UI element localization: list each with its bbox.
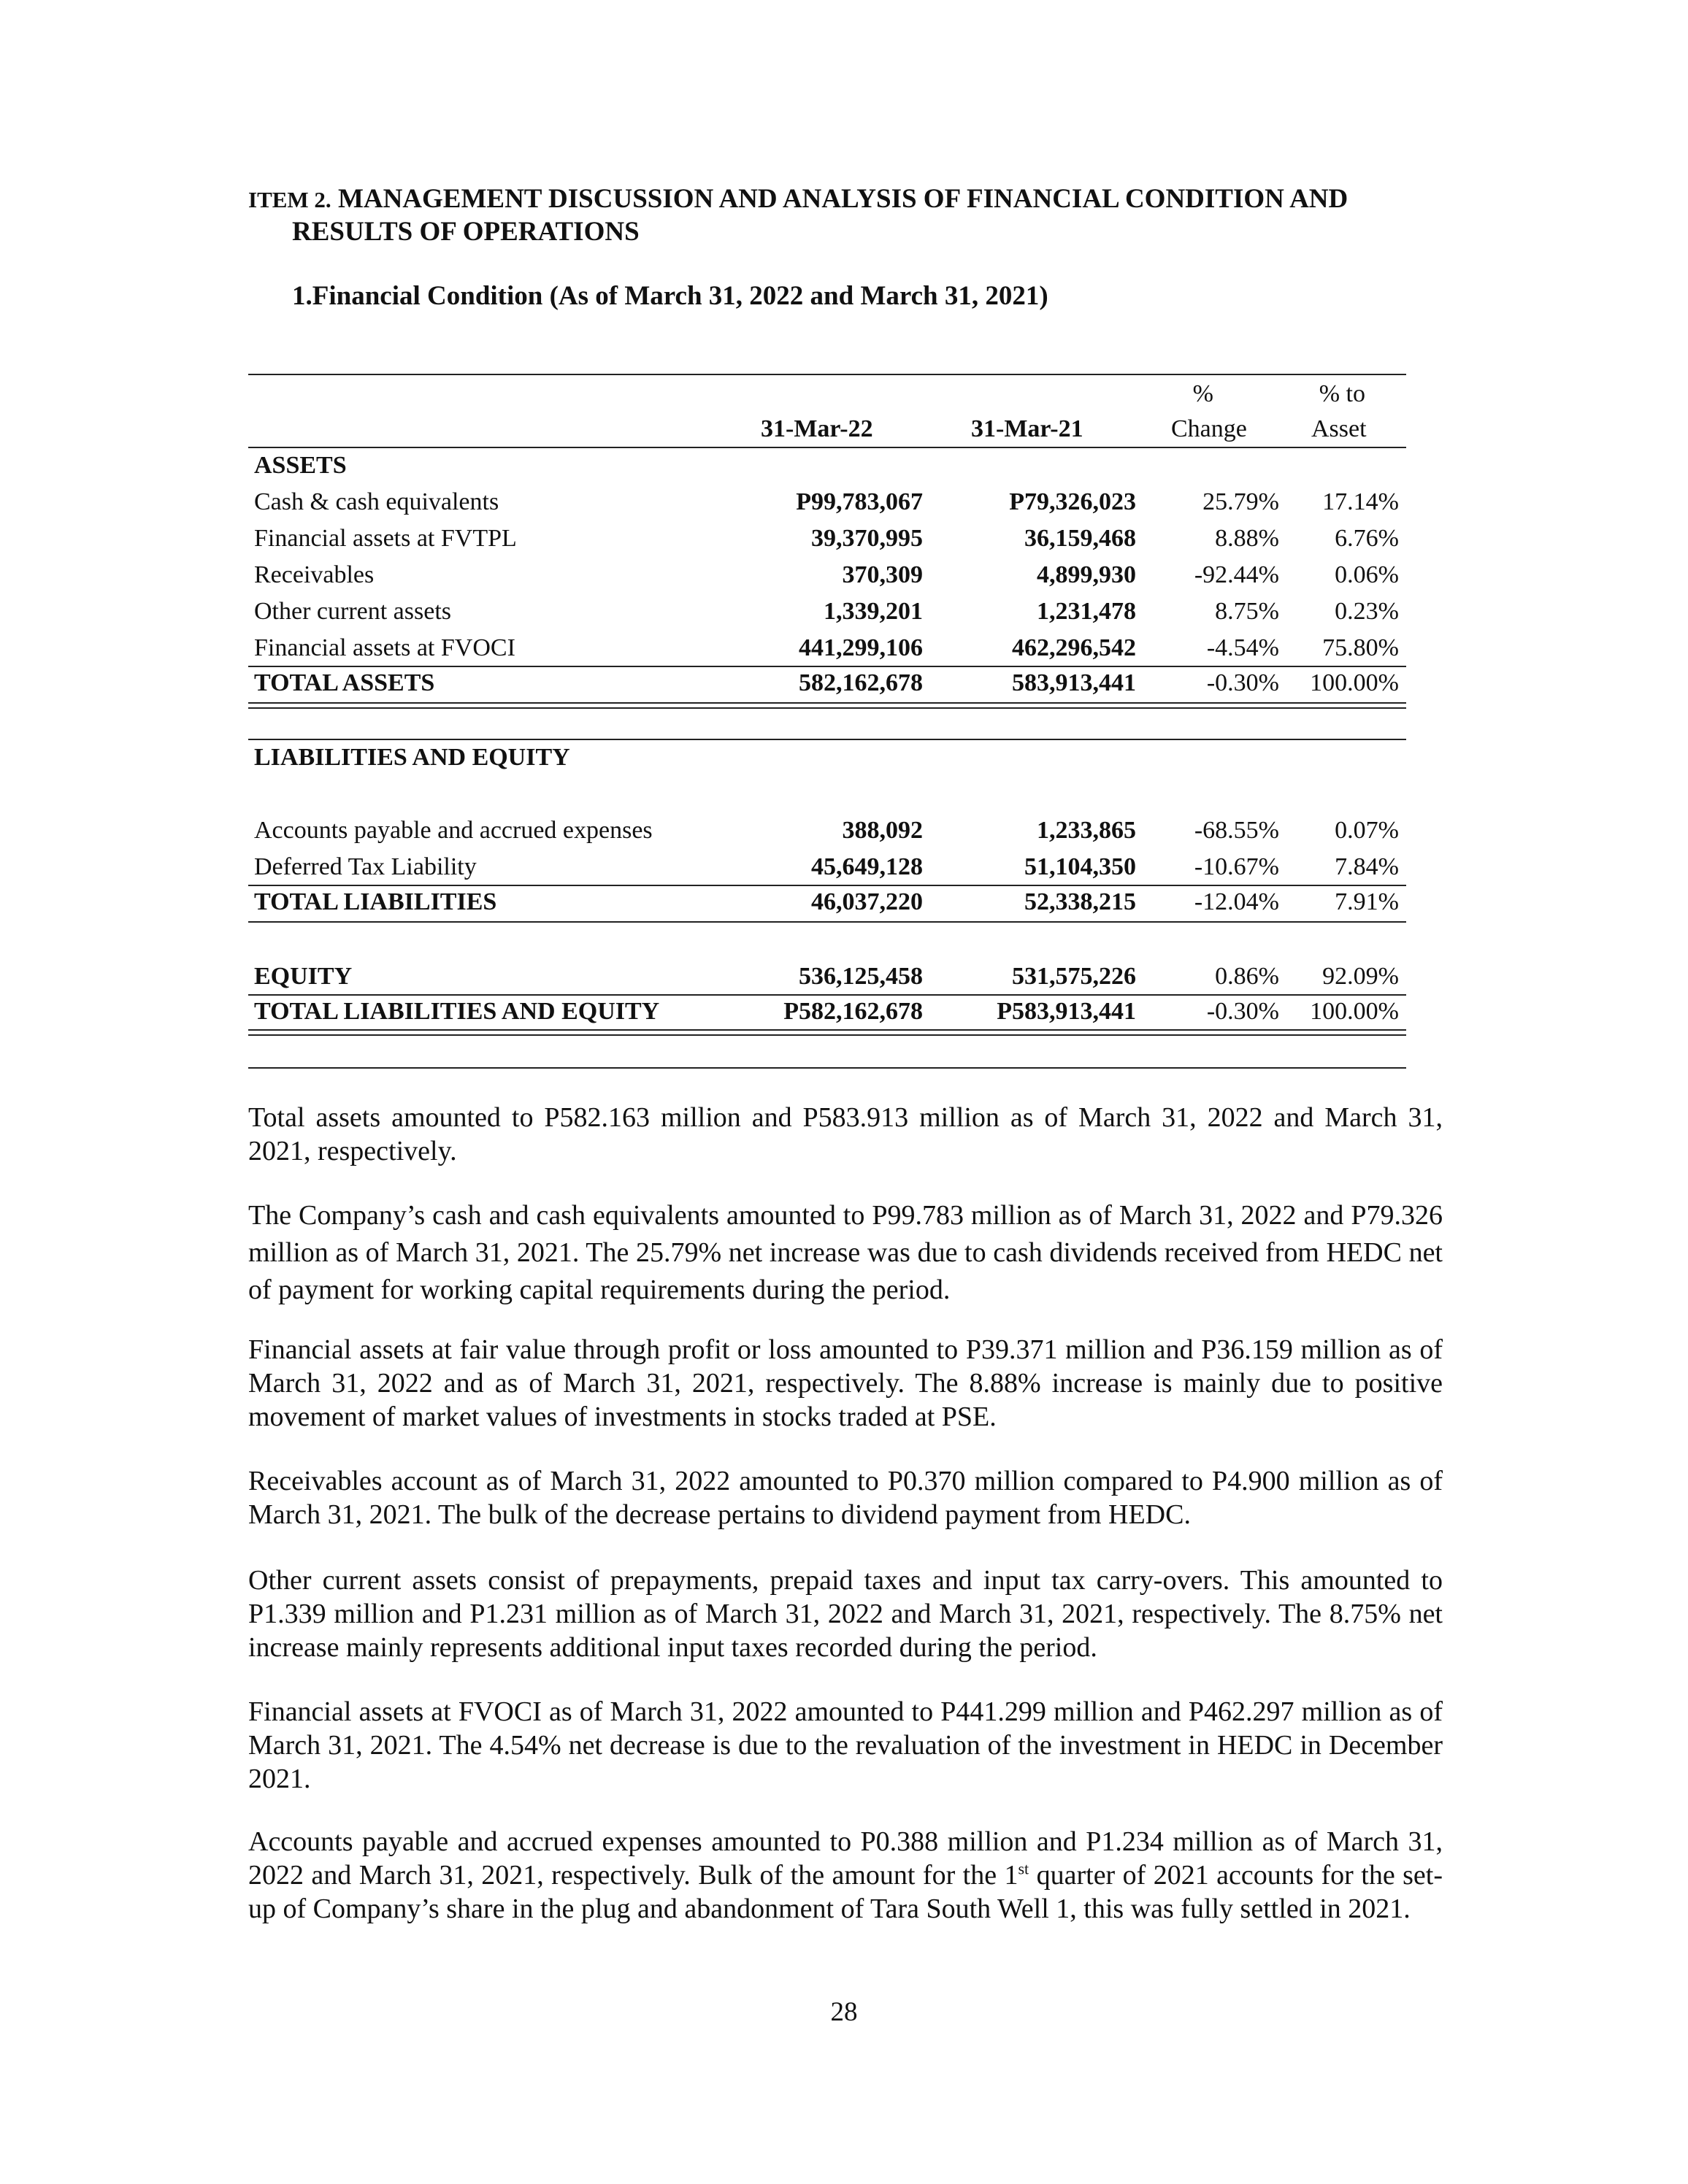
row-pct-change: 8.75% [1215, 598, 1279, 625]
table-top-rule [248, 374, 1406, 375]
row-label: Receivables [254, 561, 375, 588]
header-pct-change-top: % [1192, 380, 1213, 407]
paragraph-total-assets: Total assets amounted to P582.163 million and P583.913 million as of March 31, 2022 and March 31, 2021, respectively. [248, 1102, 1443, 1166]
row-value-2021: 1,233,865 [1037, 817, 1136, 844]
row-label: EQUITY [254, 963, 353, 990]
paragraph-receivables: Receivables account as of March 31, 2022 amounted to P0.370 million compared to P4.900 million as of March 31, 2021. The bulk of the decrease pertains to dividend payment from HEDC. [248, 1466, 1443, 1530]
row-label: Accounts payable and accrued expenses [254, 817, 653, 844]
paragraph-accounts-payable [248, 1825, 1443, 1926]
row-value-2022: 1,339,201 [824, 598, 923, 625]
row-label: Cash & cash equivalents [254, 488, 499, 515]
row-value-2021: 583,913,441 [1012, 669, 1136, 696]
row-pct-asset: 75.80% [1322, 634, 1399, 661]
page-number: 28 [830, 1997, 858, 2027]
item-title-line2: RESULTS OF OPERATIONS [292, 217, 640, 247]
section-title: 1.Financial Condition (As of March 31, 2022 and March 31, 2021) [292, 281, 1048, 311]
total-liabilities-top-rule [248, 885, 1406, 886]
row-value-2021: 531,575,226 [1012, 963, 1136, 990]
equity-bottom-rule [248, 994, 1406, 996]
header-pct-asset-bottom: Asset [1311, 415, 1367, 442]
row-value-2021: 51,104,350 [1024, 853, 1136, 880]
item-label: ITEM 2. [248, 187, 331, 212]
row-pct-asset: 100.00% [1310, 669, 1399, 696]
header-31-mar-21: 31-Mar-21 [971, 415, 1083, 442]
header-31-mar-22: 31-Mar-22 [761, 415, 873, 442]
row-pct-change: -68.55% [1194, 817, 1279, 844]
row-value-2022: 536,125,458 [799, 963, 923, 990]
row-label: Other current assets [254, 598, 452, 625]
row-pct-change: 25.79% [1202, 488, 1279, 515]
total-liabilities-bottom-rule [248, 921, 1406, 923]
item-heading [248, 182, 1460, 217]
paragraph-text-part: quarter of 2021 accounts for the set-up of Company’s share in the plug and abandonment of Tara South Well 1, this was fully settled in 2021. [248, 1860, 1443, 1924]
row-pct-asset: 7.91% [1335, 888, 1399, 915]
paragraph-cash: The Company’s cash and cash equivalents amounted to P99.783 million as of March 31, 2022 and P79.326 million as of March 31, 2021. The 25.79% net increase was due to cash dividends received from HEDC net of payment for working capital requirements during the period. [248, 1200, 1443, 1305]
row-pct-asset: 92.09% [1322, 963, 1399, 990]
row-pct-asset: 0.06% [1335, 561, 1399, 588]
paragraph-other-current-assets: Other current assets consist of prepayments, prepaid taxes and input tax carry-overs. This amounted to P1.339 million and P1.231 million as of March 31, 2022 and March 31, 2021, respectively. The 8.75% net increase mainly represents additional input taxes recorded during the period. [248, 1565, 1443, 1663]
row-pct-change: -10.67% [1194, 853, 1279, 880]
row-pct-asset: 7.84% [1335, 853, 1399, 880]
row-value-2021: 36,159,468 [1024, 525, 1136, 552]
row-pct-asset: 17.14% [1322, 488, 1399, 515]
row-value-2021: P79,326,023 [1009, 488, 1136, 515]
row-pct-asset: 6.76% [1335, 525, 1399, 552]
liabilities-equity-section-label: LIABILITIES AND EQUITY [254, 744, 570, 771]
item-title-line1: MANAGEMENT DISCUSSION AND ANALYSIS OF FINANCIAL CONDITION AND [337, 184, 1349, 214]
row-label: TOTAL LIABILITIES [254, 888, 497, 915]
row-value-2021: 462,296,542 [1012, 634, 1136, 661]
row-pct-change: -92.44% [1194, 561, 1279, 588]
row-value-2022: 39,370,995 [811, 525, 923, 552]
paragraph-fvoci: Financial assets at FVOCI as of March 31, 2022 amounted to P441.299 million and P462.297 million as of March 31, 2021. The 4.54% net decrease is due to the revaluation of the investment in HEDC in December 2021. [248, 1696, 1443, 1794]
assets-section-label: ASSETS [254, 452, 347, 479]
row-pct-change: -0.30% [1206, 669, 1279, 696]
row-value-2022: 388,092 [842, 817, 923, 844]
header-bottom-rule [248, 447, 1406, 448]
total-assets-double-rule [248, 702, 1406, 709]
row-value-2021: P583,913,441 [997, 998, 1136, 1025]
header-pct-change-bottom: Change [1171, 415, 1247, 442]
row-pct-asset: 100.00% [1310, 998, 1399, 1025]
row-label: Deferred Tax Liability [254, 853, 477, 880]
total-assets-top-rule [248, 666, 1406, 667]
row-value-2021: 1,231,478 [1037, 598, 1136, 625]
row-value-2022: 441,299,106 [799, 634, 923, 661]
liabilities-top-rule [248, 739, 1406, 740]
row-pct-change: -4.54% [1206, 634, 1279, 661]
ordinal-suffix: st [1018, 1859, 1029, 1878]
row-label: TOTAL LIABILITIES AND EQUITY [254, 998, 660, 1025]
row-value-2022: 370,309 [842, 561, 923, 588]
row-value-2021: 52,338,215 [1024, 888, 1136, 915]
row-value-2022: P99,783,067 [796, 488, 923, 515]
row-pct-asset: 0.23% [1335, 598, 1399, 625]
row-label: Financial assets at FVTPL [254, 525, 517, 552]
row-label: Financial assets at FVOCI [254, 634, 515, 661]
row-value-2022: 45,649,128 [811, 853, 923, 880]
row-pct-change: 8.88% [1215, 525, 1279, 552]
paragraph-fvtpl: Financial assets at fair value through profit or loss amounted to P39.371 million and P36.159 million as of March 31, 2022 and as of March 31, 2021, respectively. The 8.88% increase is mainly due to positive movement of market values of investments in stocks traded at PSE. [248, 1334, 1443, 1432]
row-pct-asset: 0.07% [1335, 817, 1399, 844]
table-bottom-rule [248, 1067, 1406, 1069]
header-pct-asset-top: % to [1319, 380, 1365, 407]
row-pct-change: 0.86% [1215, 963, 1279, 990]
row-value-2021: 4,899,930 [1037, 561, 1136, 588]
row-pct-change: -0.30% [1206, 998, 1279, 1025]
row-value-2022: 582,162,678 [799, 669, 923, 696]
row-label: TOTAL ASSETS [254, 669, 435, 696]
row-pct-change: -12.04% [1194, 888, 1279, 915]
row-value-2022: 46,037,220 [811, 888, 923, 915]
paragraph-text-part: Accounts payable and accrued expenses amounted to P0.388 million and P1.234 million as of March 31, 2022 and March 31, 2021, respectively. Bulk of the amount for the 1 [248, 1826, 1443, 1891]
grand-total-double-rule [248, 1029, 1406, 1036]
row-value-2022: P582,162,678 [783, 998, 923, 1025]
